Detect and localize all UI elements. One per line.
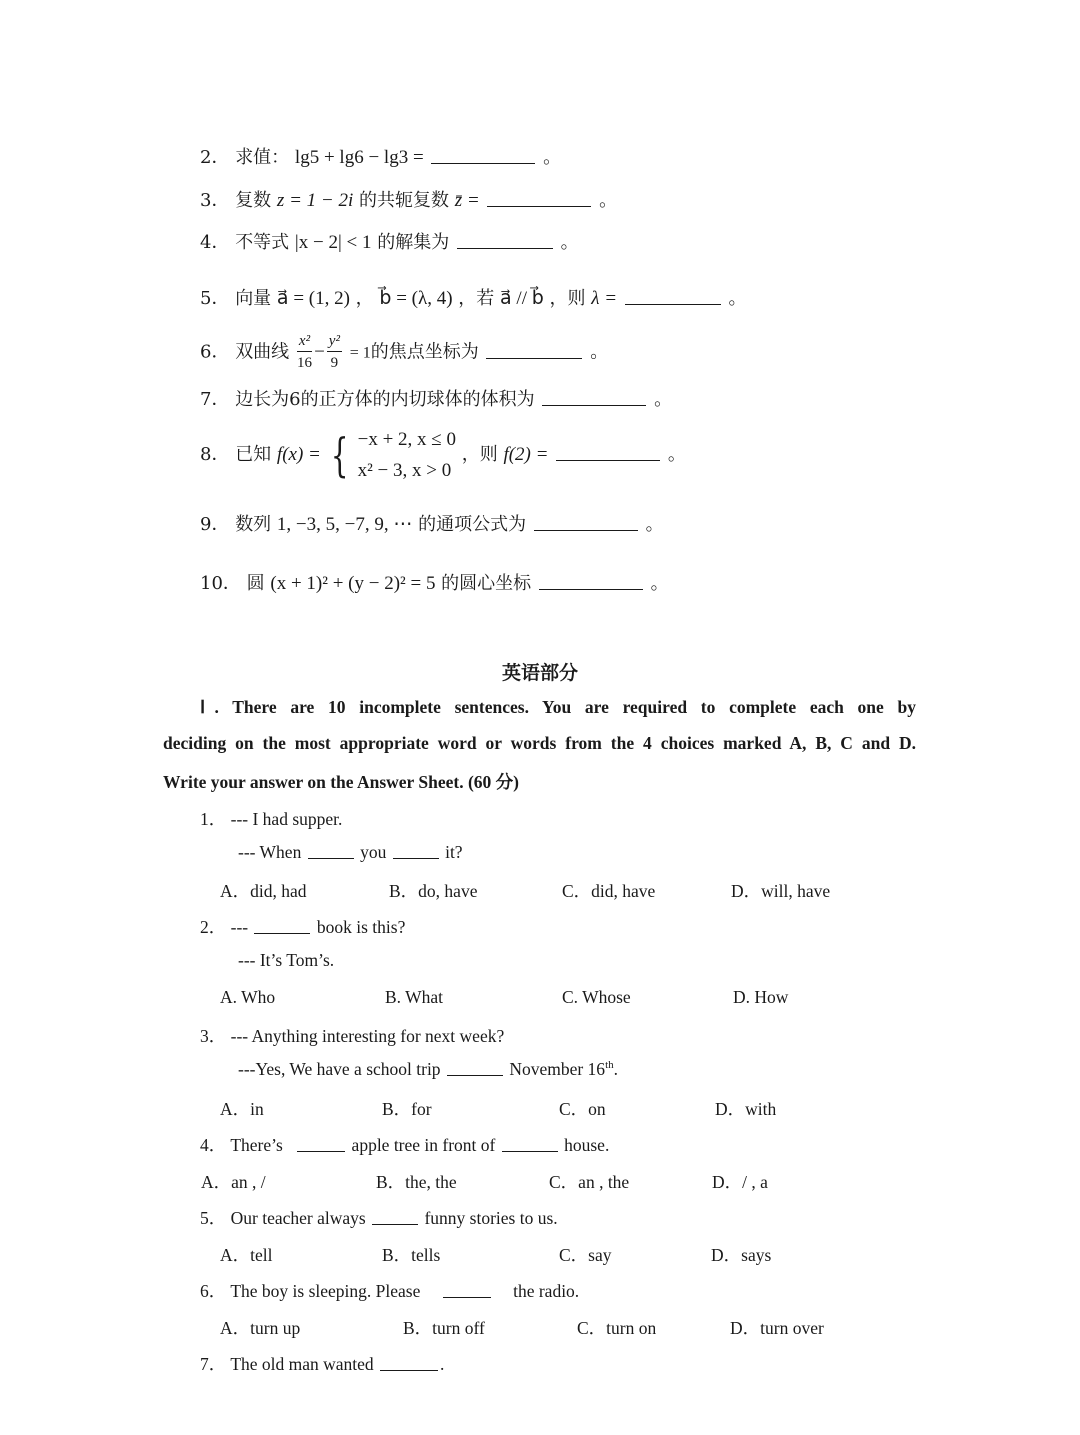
question-tail: 。 bbox=[654, 389, 673, 410]
equation-rhs: = 1 bbox=[349, 344, 371, 362]
question-text: the radio. bbox=[513, 1281, 580, 1301]
question-tail: 。 bbox=[650, 573, 669, 594]
answer-blank bbox=[308, 857, 354, 859]
question-tail: 。 bbox=[599, 190, 618, 211]
option-c: C．an , the bbox=[549, 1172, 630, 1192]
question-number: 5． bbox=[200, 288, 230, 309]
question-text: . bbox=[613, 1059, 618, 1079]
question-text: 的通项公式为 bbox=[418, 514, 527, 535]
question-number: 7． bbox=[200, 1354, 227, 1374]
question-tail: 。 bbox=[645, 514, 664, 535]
option-d: D．/ , a bbox=[712, 1172, 768, 1192]
minus-sign: − bbox=[314, 341, 325, 363]
option-c: C．did, have bbox=[562, 881, 656, 901]
separator: ，则 bbox=[549, 288, 586, 309]
question-line bbox=[200, 1278, 579, 1303]
option-c: C．say bbox=[559, 1245, 612, 1265]
answer-blank bbox=[297, 1150, 345, 1152]
question-tail: 。 bbox=[667, 444, 686, 465]
left-brace: { bbox=[330, 428, 349, 482]
question-line bbox=[200, 1205, 558, 1230]
math-question-9 bbox=[200, 514, 664, 536]
question-text: you bbox=[360, 842, 387, 862]
question-text: 边长为6的正方体的内切球体的体积为 bbox=[235, 389, 535, 410]
question-text: funny stories to us. bbox=[424, 1208, 558, 1228]
question-number: 5． bbox=[200, 1208, 227, 1228]
question-label: 圆 bbox=[246, 573, 265, 594]
question-text: 的共轭复数 bbox=[358, 190, 449, 211]
vector-b: b⃗ = (λ, 4) bbox=[379, 288, 453, 309]
math-question-8 bbox=[200, 424, 686, 486]
question-label: 双曲线 bbox=[235, 341, 290, 363]
option-d: D．will, have bbox=[731, 881, 831, 901]
question-line bbox=[200, 806, 342, 831]
math-expression: |x − 2| < 1 bbox=[294, 232, 372, 253]
ordinal-suffix: th bbox=[605, 1059, 614, 1072]
question-text: 的焦点坐标为 bbox=[370, 341, 479, 363]
fraction-numerator: x² bbox=[297, 334, 312, 352]
question-text: 的圆心坐标 bbox=[441, 573, 532, 594]
piecewise-cases bbox=[358, 424, 456, 486]
answer-blank bbox=[542, 404, 646, 406]
instruction-line-3: Write your answer on the Answer Sheet. (60 分) bbox=[163, 772, 519, 792]
fraction-numerator: y² bbox=[327, 334, 342, 352]
question-text: it? bbox=[445, 842, 463, 862]
math-question-6 bbox=[200, 334, 608, 371]
question-tail: 。 bbox=[728, 288, 747, 309]
option-b: B．the, the bbox=[376, 1172, 457, 1192]
question-line bbox=[200, 1132, 609, 1157]
answer-blank bbox=[447, 1074, 503, 1076]
answer-blank bbox=[502, 1150, 558, 1152]
option-b: B. What bbox=[385, 987, 444, 1007]
function-name: f(x) = bbox=[276, 444, 321, 465]
question-text: book is this? bbox=[316, 917, 406, 937]
question-line bbox=[200, 1351, 444, 1376]
question-number: 4． bbox=[200, 232, 230, 253]
option-a: A. Who bbox=[220, 987, 276, 1007]
option-d: D. How bbox=[733, 987, 789, 1007]
question-text: The boy is sleeping. Please bbox=[230, 1281, 421, 1301]
question-number: 2． bbox=[200, 147, 230, 168]
question-text: house. bbox=[564, 1135, 610, 1155]
answer-blank bbox=[539, 588, 643, 590]
question-line bbox=[200, 914, 405, 939]
question-number: 3． bbox=[200, 1026, 227, 1046]
fraction-denominator: 16 bbox=[297, 355, 312, 371]
option-b: B．do, have bbox=[389, 881, 478, 901]
answer-blank bbox=[534, 529, 638, 531]
instruction-line-1: Ⅰ. There are 10 incomplete sentences. You are required to complete each one by bbox=[200, 697, 916, 717]
answer-blank bbox=[486, 357, 582, 359]
math-expression: lg5 + lg6 − lg3 = bbox=[294, 147, 424, 168]
question-text: --- Anything interesting for next week? bbox=[230, 1026, 505, 1046]
question-label: 数列 bbox=[235, 514, 272, 535]
option-c: C. Whose bbox=[562, 987, 631, 1007]
question-number: 7． bbox=[200, 389, 230, 410]
question-line bbox=[238, 842, 463, 863]
instruction-line-2: deciding on the most appropriate word or words from the 4 choices marked A, B, C and D. bbox=[163, 733, 916, 753]
circle-equation: (x + 1)² + (y − 2)² = 5 bbox=[270, 573, 436, 594]
question-number: 10． bbox=[200, 573, 241, 594]
option-b: B．tells bbox=[382, 1245, 441, 1265]
question-text: apple tree in front of bbox=[351, 1135, 496, 1155]
math-question-2 bbox=[200, 147, 561, 169]
question-number: 1． bbox=[200, 809, 227, 829]
question-text: --- When bbox=[238, 842, 302, 862]
answer-blank bbox=[556, 459, 660, 461]
option-b: B．for bbox=[382, 1099, 432, 1119]
question-text: --- I had supper. bbox=[230, 809, 343, 829]
option-d: D．turn over bbox=[730, 1318, 824, 1338]
question-label: 求值： bbox=[235, 147, 290, 168]
question-line bbox=[200, 1023, 504, 1048]
parallel-relation: a⃗ // b⃗ bbox=[500, 288, 544, 309]
case-1: −x + 2, x ≤ 0 bbox=[357, 429, 456, 450]
option-a: A．tell bbox=[220, 1245, 273, 1265]
question-number: 2． bbox=[200, 917, 227, 937]
case-2: x² − 3, x > 0 bbox=[357, 460, 452, 481]
answer-blank bbox=[443, 1296, 491, 1298]
question-text: Our teacher always bbox=[230, 1208, 366, 1228]
answer-blank bbox=[372, 1223, 418, 1225]
fraction-x bbox=[297, 334, 312, 371]
answer-blank bbox=[625, 303, 721, 305]
math-question-7 bbox=[200, 389, 672, 411]
question-text: . bbox=[440, 1354, 445, 1374]
math-question-5 bbox=[200, 288, 747, 310]
sequence: 1, −3, 5, −7, 9, ⋯ bbox=[276, 514, 413, 535]
question-tail: 。 bbox=[560, 232, 579, 253]
math-question-4 bbox=[200, 232, 579, 254]
fraction-denominator: 9 bbox=[330, 355, 339, 371]
option-b: B．turn off bbox=[403, 1318, 485, 1338]
question-number: 6． bbox=[200, 341, 230, 363]
answer-blank bbox=[254, 932, 310, 934]
question-text: ---Yes, We have a school trip bbox=[238, 1059, 441, 1079]
question-number: 4． bbox=[200, 1135, 227, 1155]
question-text: November 16 bbox=[509, 1059, 606, 1079]
function-value: f(2) = bbox=[503, 444, 549, 465]
question-number: 8． bbox=[200, 444, 230, 465]
math-question-10 bbox=[200, 573, 669, 595]
question-label: 复数 bbox=[235, 190, 272, 211]
separator: ，则 bbox=[461, 444, 498, 465]
question-line bbox=[238, 1059, 618, 1080]
vector-a: a⃗ = (1, 2) bbox=[276, 288, 350, 309]
question-label: 不等式 bbox=[235, 232, 290, 253]
option-a: A．an , / bbox=[201, 1172, 266, 1192]
question-text: There’s bbox=[230, 1135, 283, 1155]
math-expression: z = 1 − 2i bbox=[276, 190, 354, 211]
question-line: --- It’s Tom’s. bbox=[238, 950, 335, 970]
question-label: 已知 bbox=[235, 444, 272, 465]
option-d: D．with bbox=[715, 1099, 777, 1119]
question-label: 向量 bbox=[235, 288, 272, 309]
question-text: The old man wanted bbox=[230, 1354, 374, 1374]
lambda-expression: λ = bbox=[591, 288, 618, 309]
option-a: A．in bbox=[220, 1099, 264, 1119]
option-c: C．turn on bbox=[577, 1318, 657, 1338]
option-a: A．turn up bbox=[220, 1318, 301, 1338]
answer-blank bbox=[431, 162, 535, 164]
math-question-3 bbox=[200, 190, 617, 212]
question-tail: 。 bbox=[543, 147, 562, 168]
question-text: 的解集为 bbox=[377, 232, 450, 253]
question-number: 9． bbox=[200, 514, 230, 535]
section-title: 英语部分 bbox=[501, 662, 578, 684]
question-tail: 。 bbox=[590, 341, 609, 363]
question-text: --- bbox=[230, 917, 249, 937]
option-d: D．says bbox=[711, 1245, 772, 1265]
conjugate-expression: z̄ = bbox=[454, 190, 480, 211]
question-number: 6． bbox=[200, 1281, 227, 1301]
separator: ， bbox=[355, 288, 374, 309]
separator: ，若 bbox=[458, 288, 495, 309]
fraction-y bbox=[327, 334, 342, 371]
answer-blank bbox=[380, 1369, 438, 1371]
answer-blank bbox=[393, 857, 439, 859]
answer-blank bbox=[457, 247, 553, 249]
option-a: A．did, had bbox=[220, 881, 307, 901]
question-number: 3． bbox=[200, 190, 230, 211]
answer-blank bbox=[487, 205, 591, 207]
option-c: C．on bbox=[559, 1099, 606, 1119]
